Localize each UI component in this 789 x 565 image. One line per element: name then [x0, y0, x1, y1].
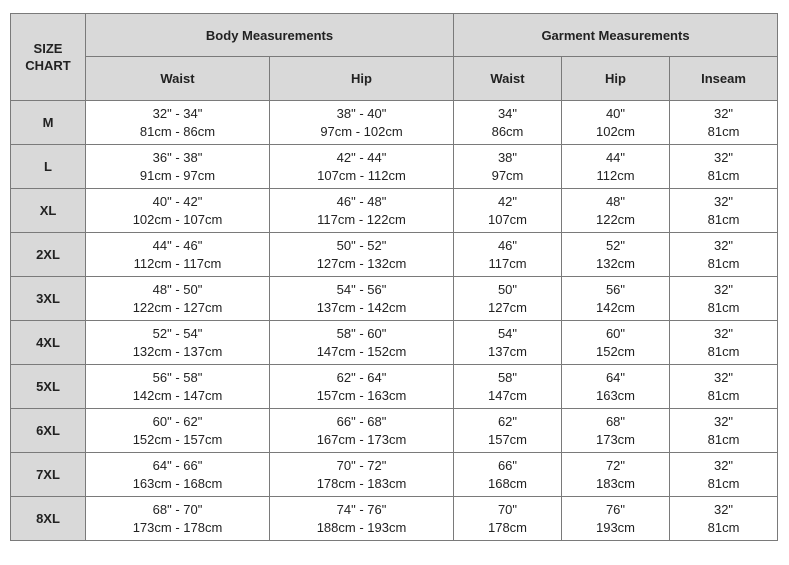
cm-value: 117cm [488, 255, 527, 271]
cm-value: 173cm - 178cm [132, 519, 223, 535]
cm-value: 122cm - 127cm [132, 299, 223, 315]
size-chart [10, 13, 778, 541]
garment-waist-cell [454, 101, 562, 145]
inch-value: 64" - 66" [152, 457, 203, 473]
body-hip-cell [270, 233, 454, 277]
size-chart-label-line2: CHART [25, 58, 71, 73]
body-hip-cell [270, 497, 454, 541]
garment-waist-cell [454, 409, 562, 453]
garment-hip-cell [562, 321, 670, 365]
cm-value: 81cm - 86cm [139, 123, 216, 139]
inch-value: 34" [497, 105, 518, 121]
inch-value: 52" [605, 237, 626, 253]
size-label: 4XL [11, 321, 86, 365]
inch-value: 32" [713, 369, 734, 385]
inch-value: 46" [497, 237, 518, 253]
cm-value: 127cm [487, 299, 528, 315]
cm-value: 152cm [595, 343, 636, 359]
garment-hip-cell [562, 497, 670, 541]
inch-value: 44" - 46" [152, 237, 203, 253]
inch-value: 54" - 56" [336, 281, 387, 297]
cm-value: 102cm - 107cm [132, 211, 223, 227]
body-hip-cell [270, 145, 454, 189]
cm-value: 107cm [487, 211, 528, 227]
inch-value: 52" - 54" [152, 325, 203, 341]
body-waist-cell [86, 233, 270, 277]
garment-hip-cell [562, 189, 670, 233]
body-waist-cell [86, 365, 270, 409]
inch-value: 66" - 68" [336, 413, 387, 429]
size-label: XL [11, 189, 86, 233]
cm-value: 81cm [707, 475, 740, 491]
cm-value: 81cm [707, 387, 740, 403]
garment-waist-cell [454, 453, 562, 497]
col-body-waist: Waist [86, 57, 270, 101]
table-row [11, 101, 778, 145]
cm-value: 157cm [487, 431, 528, 447]
table-row [11, 321, 778, 365]
inch-value: 32" [713, 413, 734, 429]
inch-value: 32" [713, 457, 734, 473]
body-waist-cell [86, 321, 270, 365]
body-waist-cell [86, 101, 270, 145]
inch-value: 50" [497, 281, 518, 297]
cm-value: 81cm [707, 519, 740, 535]
body-hip-cell [270, 277, 454, 321]
cm-value: 178cm [487, 519, 528, 535]
cm-value: 157cm - 163cm [316, 387, 407, 403]
table-row [11, 365, 778, 409]
inch-value: 72" [605, 457, 626, 473]
cm-value: 81cm [707, 167, 740, 183]
garment-hip-cell [562, 409, 670, 453]
cm-value: 183cm [595, 475, 636, 491]
cm-value: 97cm - 102cm [320, 123, 403, 139]
cm-value: 178cm - 183cm [316, 475, 407, 491]
inch-value: 68" [605, 413, 626, 429]
inch-value: 32" [713, 105, 734, 121]
inseam-cell [670, 321, 778, 365]
size-label: L [11, 145, 86, 189]
inch-value: 62" - 64" [336, 369, 387, 385]
inch-value: 38" [497, 149, 518, 165]
cm-value: 132cm [595, 255, 636, 271]
cm-value: 137cm - 142cm [316, 299, 407, 315]
table-row [11, 145, 778, 189]
inch-value: 58" - 60" [336, 325, 387, 341]
cm-value: 117cm - 122cm [317, 211, 406, 227]
size-label: 2XL [11, 233, 86, 277]
inch-value: 56" - 58" [152, 369, 203, 385]
cm-value: 142cm [595, 299, 636, 315]
cm-value: 137cm [487, 343, 528, 359]
body-waist-cell [86, 145, 270, 189]
inch-value: 66" [497, 457, 518, 473]
size-chart-label-line1: SIZE [33, 41, 63, 56]
cm-value: 112cm [596, 167, 635, 183]
garment-hip-cell [562, 233, 670, 277]
cm-value: 167cm - 173cm [316, 431, 407, 447]
inch-value: 36" - 38" [152, 149, 203, 165]
inseam-cell [670, 409, 778, 453]
inch-value: 32" [713, 149, 734, 165]
inch-value: 38" - 40" [336, 105, 387, 121]
inch-value: 60" - 62" [152, 413, 203, 429]
body-hip-cell [270, 453, 454, 497]
inch-value: 54" [497, 325, 518, 341]
inch-value: 70" - 72" [336, 457, 387, 473]
cm-value: 193cm [595, 519, 636, 535]
inch-value: 58" [497, 369, 518, 385]
garment-waist-cell [454, 497, 562, 541]
size-label: M [11, 101, 86, 145]
size-chart-table [10, 13, 778, 541]
inseam-cell [670, 145, 778, 189]
size-rows [11, 101, 778, 541]
inch-value: 62" [497, 413, 518, 429]
cm-value: 127cm - 132cm [316, 255, 407, 271]
cm-value: 81cm [707, 211, 740, 227]
cm-value: 188cm - 193cm [316, 519, 407, 535]
body-waist-cell [86, 453, 270, 497]
body-hip-cell [270, 101, 454, 145]
cm-value: 86cm [491, 123, 524, 139]
garment-waist-cell [454, 189, 562, 233]
garment-hip-cell [562, 145, 670, 189]
garment-measurements-header: Garment Measurements [454, 14, 778, 57]
garment-waist-cell [454, 233, 562, 277]
inseam-cell [670, 497, 778, 541]
garment-hip-cell [562, 365, 670, 409]
cm-value: 173cm [595, 431, 636, 447]
body-waist-cell [86, 497, 270, 541]
inch-value: 40" - 42" [152, 193, 203, 209]
body-hip-cell [270, 365, 454, 409]
table-row [11, 277, 778, 321]
cm-value: 147cm [487, 387, 528, 403]
cm-value: 142cm - 147cm [132, 387, 223, 403]
inch-value: 46" - 48" [336, 193, 387, 209]
inch-value: 42" - 44" [336, 149, 387, 165]
cm-value: 122cm [595, 211, 636, 227]
size-label: 6XL [11, 409, 86, 453]
body-waist-cell [86, 277, 270, 321]
inseam-cell [670, 233, 778, 277]
header-row-columns [11, 57, 778, 101]
cm-value: 81cm [707, 431, 740, 447]
cm-value: 163cm - 168cm [132, 475, 223, 491]
garment-hip-cell [562, 277, 670, 321]
size-label: 8XL [11, 497, 86, 541]
inch-value: 74" - 76" [336, 501, 387, 517]
table-row [11, 189, 778, 233]
size-label: 5XL [11, 365, 86, 409]
body-waist-cell [86, 409, 270, 453]
inch-value: 32" [713, 325, 734, 341]
col-body-hip: Hip [270, 57, 454, 101]
inch-value: 32" [713, 281, 734, 297]
cm-value: 81cm [707, 343, 740, 359]
inch-value: 48" - 50" [152, 281, 203, 297]
inch-value: 50" - 52" [336, 237, 387, 253]
header-row-groups [11, 14, 778, 57]
inseam-cell [670, 101, 778, 145]
cm-value: 91cm - 97cm [139, 167, 216, 183]
inch-value: 32" - 34" [152, 105, 203, 121]
size-label: 3XL [11, 277, 86, 321]
inseam-cell [670, 277, 778, 321]
body-hip-cell [270, 409, 454, 453]
body-measurements-header: Body Measurements [86, 14, 454, 57]
garment-waist-cell [454, 365, 562, 409]
col-inseam: Inseam [670, 57, 778, 101]
inch-value: 44" [605, 149, 626, 165]
cm-value: 97cm [491, 167, 524, 183]
inch-value: 40" [605, 105, 626, 121]
inch-value: 70" [497, 501, 518, 517]
inch-value: 68" - 70" [152, 501, 203, 517]
inch-value: 56" [605, 281, 626, 297]
inch-value: 42" [497, 193, 518, 209]
cm-value: 132cm - 137cm [132, 343, 223, 359]
col-garment-hip: Hip [562, 57, 670, 101]
cm-value: 81cm [707, 255, 740, 271]
inch-value: 76" [605, 501, 626, 517]
inch-value: 64" [605, 369, 626, 385]
inseam-cell [670, 189, 778, 233]
cm-value: 147cm - 152cm [316, 343, 407, 359]
garment-hip-cell [562, 101, 670, 145]
cm-value: 107cm - 112cm [317, 167, 406, 183]
inseam-cell [670, 365, 778, 409]
cm-value: 163cm [595, 387, 636, 403]
garment-waist-cell [454, 277, 562, 321]
cm-value: 81cm [707, 123, 740, 139]
cm-value: 168cm [487, 475, 528, 491]
inseam-cell [670, 453, 778, 497]
garment-hip-cell [562, 453, 670, 497]
table-row [11, 497, 778, 541]
inch-value: 60" [605, 325, 626, 341]
cm-value: 112cm - 117cm [133, 255, 222, 271]
inch-value: 32" [713, 193, 734, 209]
inch-value: 32" [713, 501, 734, 517]
garment-waist-cell [454, 145, 562, 189]
body-hip-cell [270, 189, 454, 233]
cm-value: 81cm [707, 299, 740, 315]
inch-value: 48" [605, 193, 626, 209]
size-label: 7XL [11, 453, 86, 497]
col-garment-waist: Waist [454, 57, 562, 101]
table-row [11, 409, 778, 453]
cm-value: 152cm - 157cm [132, 431, 223, 447]
inch-value: 32" [713, 237, 734, 253]
cm-value: 102cm [595, 123, 636, 139]
body-waist-cell [86, 189, 270, 233]
body-hip-cell [270, 321, 454, 365]
table-row [11, 453, 778, 497]
table-row [11, 233, 778, 277]
size-chart-header [11, 14, 86, 101]
garment-waist-cell [454, 321, 562, 365]
